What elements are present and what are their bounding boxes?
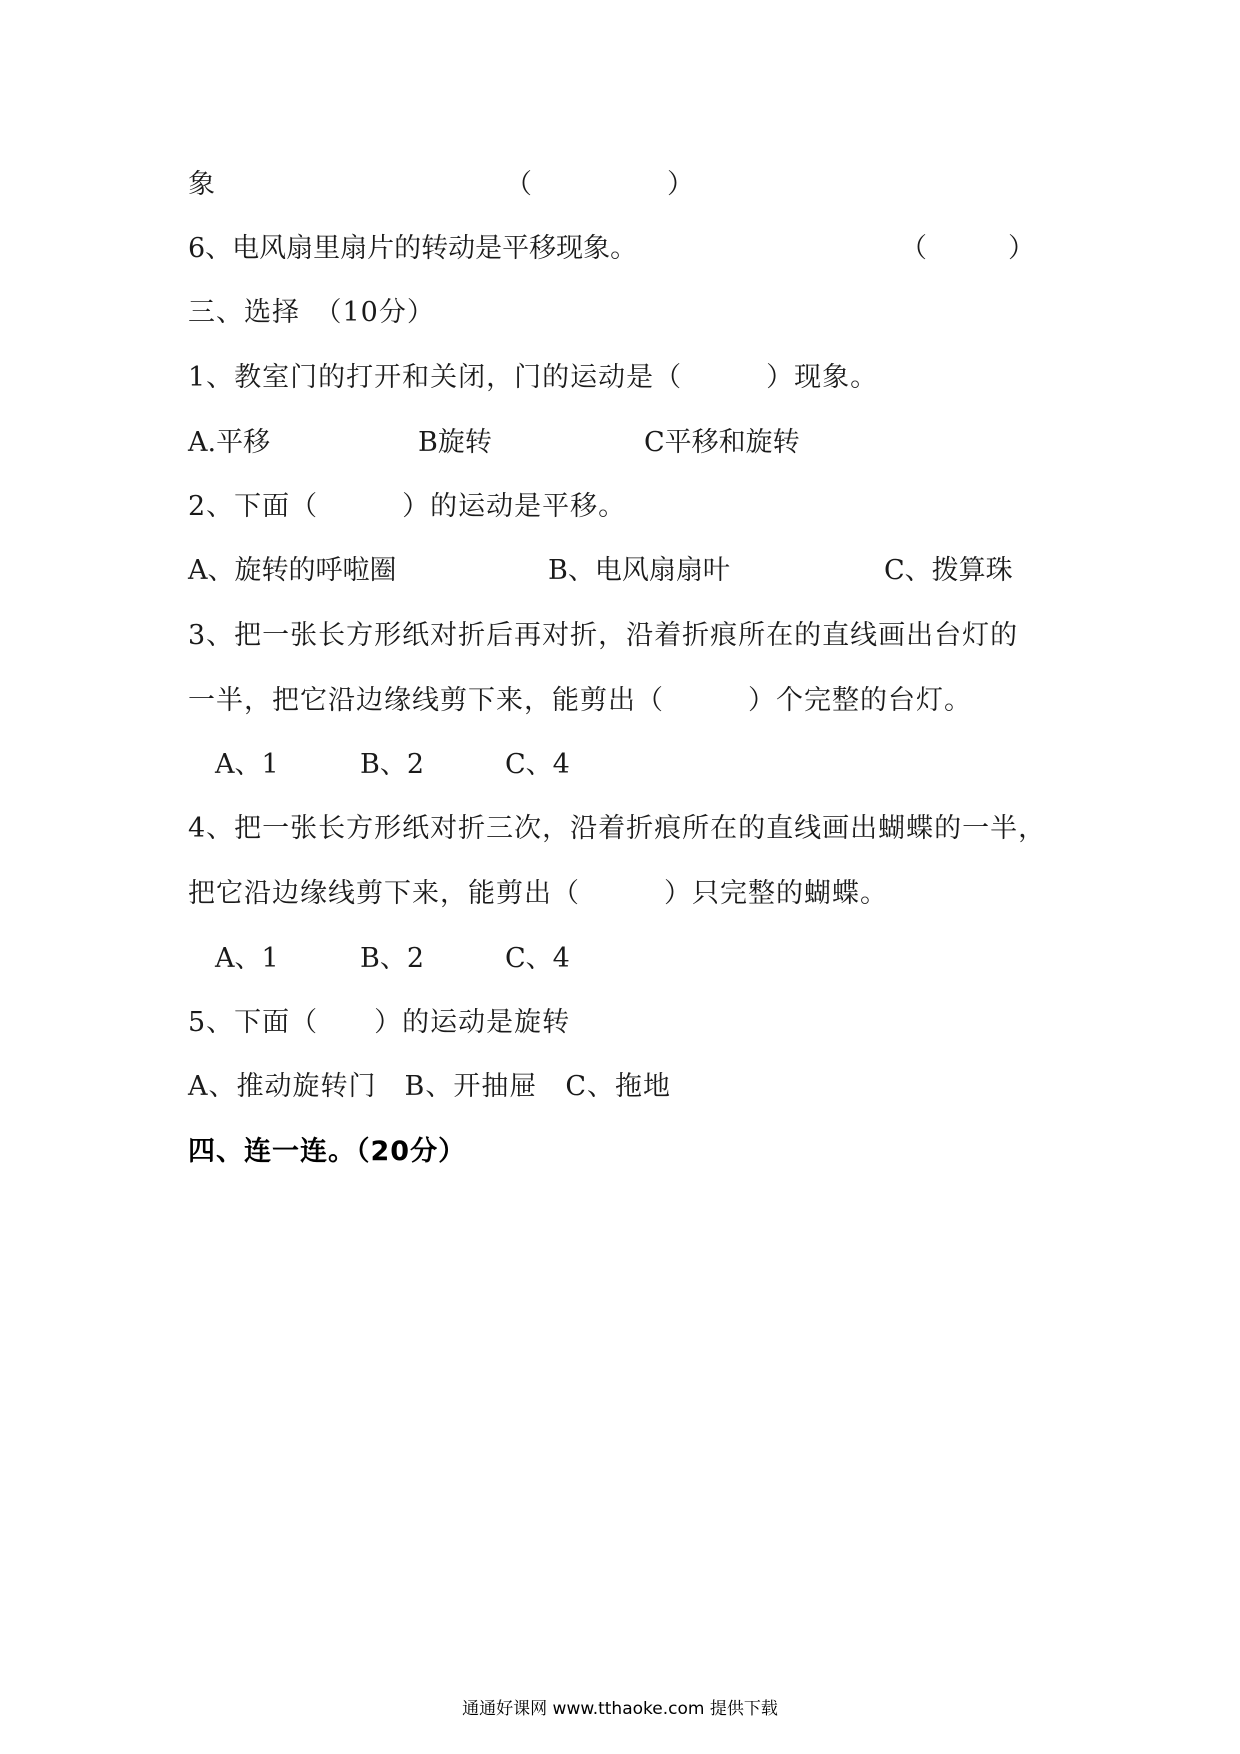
question-fragment: 象 bbox=[188, 169, 215, 200]
option-c: C、4 bbox=[505, 749, 570, 780]
option-c: C、拨算珠 bbox=[884, 555, 1013, 586]
choice-question-4: 4、把一张长方形纸对折三次，沿着折痕所在的直线画出蝴蝶的一半， bbox=[188, 813, 1047, 844]
option-b: B、2 bbox=[360, 749, 425, 780]
choice-question-1: 1、教室门的打开和关闭，门的运动是（ ）现象。 bbox=[188, 362, 879, 393]
option-a: A、旋转的呼啦圈 bbox=[188, 555, 397, 586]
page-footer: 通通好课网 www.tthaoke.com 提供下载 bbox=[462, 1699, 778, 1719]
option-b: B、2 bbox=[360, 943, 425, 974]
question-5-options: A、推动旋转门 B、开抽屉 C、拖地 bbox=[188, 1071, 671, 1102]
choice-question-3: 3、把一张长方形纸对折后再对折，沿着折痕所在的直线画出台灯的 bbox=[188, 620, 1019, 651]
option-c: C、4 bbox=[505, 943, 570, 974]
option-a: A、1 bbox=[215, 943, 279, 974]
section-heading-choice: 三、选择 （10分） bbox=[188, 297, 435, 328]
choice-question-5: 5、下面（ ）的运动是旋转 bbox=[188, 1007, 571, 1038]
section-heading-matching: 四、连一连。（20分） bbox=[188, 1136, 467, 1167]
answer-blank: （ ） bbox=[900, 233, 1035, 264]
choice-question-2: 2、下面（ ）的运动是平移。 bbox=[188, 491, 627, 522]
option-a: A、1 bbox=[215, 749, 279, 780]
option-b: B旋转 bbox=[418, 427, 492, 458]
true-false-question-6: 6、电风扇里扇片的转动是平移现象。 bbox=[188, 233, 638, 264]
choice-question-3-continued: 一半，把它沿边缘线剪下来，能剪出（ ）个完整的台灯。 bbox=[188, 685, 972, 716]
choice-question-4-continued: 把它沿边缘线剪下来，能剪出（ ）只完整的蝴蝶。 bbox=[188, 878, 888, 909]
option-b: B、电风扇扇叶 bbox=[548, 555, 730, 586]
option-c: C平移和旋转 bbox=[644, 427, 800, 458]
option-a: A.平移 bbox=[188, 427, 271, 458]
answer-blank: （ ） bbox=[505, 169, 694, 200]
